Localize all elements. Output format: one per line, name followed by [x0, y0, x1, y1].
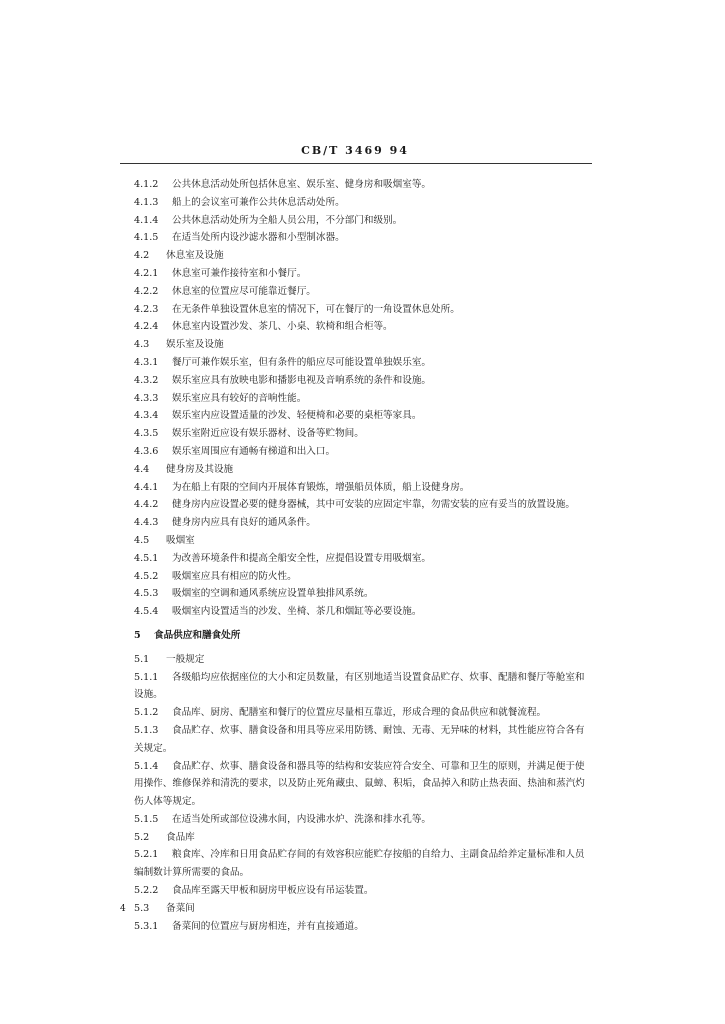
clause-number: 4.2.1: [134, 267, 159, 279]
clause-text: 休息室的位置应尽可能靠近餐厅。: [172, 285, 316, 297]
clause-text: 娱乐室应具有放映电影和播影电视及音响系统的条件和设施。: [172, 374, 432, 386]
clause-number: 4.4: [134, 463, 150, 475]
clause-text: 在无条件单独设置休息室的情况下，可在餐厅的一角设置休息处所。: [172, 303, 460, 315]
clause-number: 4.2: [134, 250, 150, 262]
clause-text: 吸烟室应具有相应的防火性。: [172, 570, 297, 582]
clause-list-4: [134, 176, 592, 621]
clause-4-5: [134, 532, 592, 550]
clause-5-3-1: [134, 918, 592, 936]
clause-4-2: [134, 247, 592, 265]
clause-text: 备菜间的位置应与厨房相连，并有直接通道。: [172, 920, 364, 932]
clause-5-3: [134, 900, 592, 918]
clause-number: 4.3.3: [134, 392, 159, 404]
clause-text: 健身房及其设施: [166, 463, 234, 475]
clause-5-1-3: [134, 722, 592, 758]
clause-number: 5.1.1: [134, 671, 159, 683]
clause-text: 公共休息活动处所为全船人员公用，不分部门和级别。: [172, 214, 403, 226]
clause-text: 休息室内设置沙发、茶几、小桌、软椅和组合柜等。: [172, 321, 393, 333]
clause-text: 为在船上有限的空间内开展体育锻炼，增强船员体质，船上设健身房。: [172, 481, 470, 493]
clause-text: 食品贮存、炊事、膳食设备和器具等的结构和安装应符合安全、可靠和卫生的原则，并满足便于使用操作、维修保养和清洗的要求，以及防止死角藏虫、鼠蟑、积垢，食品掉入和防止热表面、热油和蒸汽灼伤人体等规定。: [134, 760, 585, 808]
clause-4-5-1: [134, 550, 592, 568]
clause-4-1-4: [134, 212, 592, 230]
clause-text: 食品库至露天甲板和厨房甲板应设有吊运装置。: [172, 885, 374, 897]
clause-4-2-1: [134, 265, 592, 283]
clause-5-2-2: [134, 882, 592, 900]
clause-text: 食品库: [166, 831, 195, 843]
clause-number: 5.3.1: [134, 920, 159, 932]
clause-4-2-2: [134, 283, 592, 301]
section-number: 5: [134, 629, 141, 641]
clause-number: 5.1.4: [134, 760, 159, 772]
clause-text: 娱乐室及设施: [166, 339, 224, 351]
clause-list-5: [134, 651, 592, 936]
clause-number: 5.3: [134, 902, 150, 914]
clause-number: 4.5.2: [134, 570, 159, 582]
clause-4-1-5: [134, 229, 592, 247]
clause-text: 休息室可兼作接待室和小餐厅。: [172, 267, 307, 279]
clause-text: 为改善环境条件和提高全船安全性，应提倡设置专用吸烟室。: [172, 552, 432, 564]
clause-text: 公共休息活动处所包括休息室、娱乐室、健身房和吸烟室等。: [172, 179, 432, 190]
clause-text: 吸烟室的空调和通风系统应设置单独排风系统。: [172, 588, 374, 600]
clause-4-5-3: [134, 585, 592, 603]
clause-text: 健身房内应设置必要的健身器械，其中可安装的应固定牢靠，勿需安装的应有妥当的放置设施。: [172, 499, 575, 511]
clause-number: 5.1.3: [134, 724, 159, 736]
clause-4-3: [134, 336, 592, 354]
clause-text: 食品贮存、炊事、膳食设备和用具等应采用防锈、耐蚀、无毒、无异味的材料，其性能应符合各有关规定。: [134, 724, 585, 754]
clause-text: 娱乐室附近应设有娱乐器材、设备等贮物间。: [172, 428, 364, 440]
clause-text: 粮食库、冷库和日用食品贮存间的有效容积应能贮存按船的自给力、主副食品给养定量标准和人员编制数计算所需要的食品。: [134, 849, 585, 879]
clause-4-2-4: [134, 318, 592, 336]
clause-4-5-2: [134, 568, 592, 586]
clause-text: 在适当处所或部位设沸水间，内设沸水炉、洗涤和排水孔等。: [172, 813, 432, 825]
clause-number: 5.1.5: [134, 813, 159, 825]
clause-text: 娱乐室周围应有通畅有梯道和出入口。: [172, 445, 336, 457]
clause-number: 4.1.5: [134, 232, 159, 244]
clause-number: 4.4.1: [134, 481, 159, 493]
clause-4-1-3: [134, 194, 592, 212]
clause-number: 4.2.3: [134, 303, 159, 315]
clause-5-1-4: [134, 758, 592, 811]
clause-number: 4.1.2: [134, 179, 159, 190]
clause-text: 食品库、厨房、配膳室和餐厅的位置应尽量相互靠近，形成合理的食品供应和就餐流程。: [172, 707, 547, 719]
clause-4-3-5: [134, 425, 592, 443]
clause-4-4-1: [134, 479, 592, 497]
clause-5-1-5: [134, 811, 592, 829]
clause-number: 5.2: [134, 831, 150, 843]
clause-text: 吸烟室内设置适当的沙发、坐椅、茶几和烟缸等必要设施。: [172, 606, 422, 618]
header-rule: [120, 163, 592, 164]
clause-number: 4.3.4: [134, 410, 159, 422]
clause-text: 餐厅可兼作娱乐室，但有条件的船应尽可能设置单独娱乐室。: [172, 356, 432, 368]
clause-text: 各级船均应依据座位的大小和定员数量，有区别地适当设置食品贮存、炊事、配膳和餐厅等舱室和设施。: [134, 671, 585, 701]
clause-number: 5.2.2: [134, 885, 159, 897]
clause-number: 4.1.3: [134, 196, 159, 208]
clause-5-1-2: [134, 704, 592, 722]
clause-5-2-1: [134, 846, 592, 882]
clause-number: 5.1.2: [134, 707, 159, 719]
clause-text: 休息室及设施: [166, 250, 224, 262]
clause-number: 4.3.1: [134, 356, 159, 368]
page-number: 4: [120, 904, 126, 914]
clause-text: 备菜间: [166, 902, 195, 914]
clause-number: 4.5: [134, 534, 150, 546]
clause-4-4-3: [134, 514, 592, 532]
clause-number: 4.5.1: [134, 552, 159, 564]
clause-5-1-1: [134, 669, 592, 705]
clause-4-2-3: [134, 301, 592, 319]
clause-5-2: [134, 829, 592, 847]
clause-4-4-2: [134, 496, 592, 514]
clause-text: 一般规定: [166, 653, 205, 665]
section-5-title: [134, 627, 592, 645]
clause-text: 健身房内应具有良好的通风条件。: [172, 517, 316, 529]
clause-number: 5.1: [134, 653, 150, 665]
document-body: [134, 176, 592, 935]
clause-4-3-4: [134, 407, 592, 425]
clause-number: 4.1.4: [134, 214, 159, 226]
clause-number: 4.4.3: [134, 517, 159, 529]
section-heading: 食品供应和膳食处所: [154, 629, 241, 641]
clause-4-3-6: [134, 443, 592, 461]
clause-4-3-2: [134, 372, 592, 390]
clause-4-4: [134, 461, 592, 479]
page-header-doc-code: CB/T 3469 94: [301, 144, 409, 157]
clause-number: 4.3: [134, 339, 150, 351]
clause-text: 吸烟室: [166, 534, 195, 546]
clause-number: 4.2.4: [134, 321, 159, 333]
clause-5-1: [134, 651, 592, 669]
clause-text: 在适当处所内设沙滤水器和小型制冰器。: [172, 232, 345, 244]
clause-4-3-1: [134, 354, 592, 372]
clause-number: 4.3.2: [134, 374, 159, 386]
clause-number: 4.5.3: [134, 588, 159, 600]
clause-number: 4.3.5: [134, 428, 159, 440]
clause-4-3-3: [134, 390, 592, 408]
clause-number: 4.4.2: [134, 499, 159, 511]
clause-number: 5.2.1: [134, 849, 159, 861]
clause-4-1-2: [134, 176, 592, 194]
clause-number: 4.5.4: [134, 606, 159, 618]
clause-text: 娱乐室内应设置适量的沙发、轻便椅和必要的桌柜等家具。: [172, 410, 422, 422]
clause-number: 4.2.2: [134, 285, 159, 297]
clause-4-5-4: [134, 603, 592, 621]
clause-text: 娱乐室应具有较好的音响性能。: [172, 392, 307, 404]
clause-text: 船上的会议室可兼作公共休息活动处所。: [172, 196, 345, 208]
clause-number: 4.3.6: [134, 445, 159, 457]
